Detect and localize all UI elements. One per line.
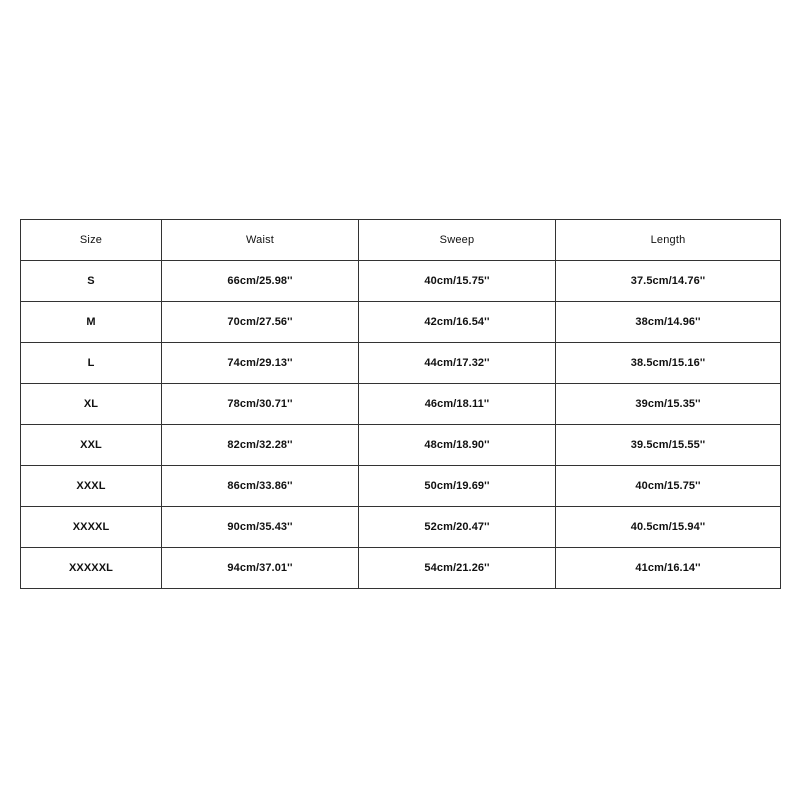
- cell-waist: 66cm/25.98'': [162, 261, 359, 302]
- cell-size: XXXL: [21, 466, 162, 507]
- cell-sweep: 40cm/15.75'': [359, 261, 556, 302]
- table-row: [21, 466, 781, 507]
- cell-sweep: 48cm/18.90'': [359, 425, 556, 466]
- cell-sweep: 46cm/18.11'': [359, 384, 556, 425]
- table-row: [21, 507, 781, 548]
- header-sweep: Sweep: [359, 220, 556, 261]
- size-chart-table: [20, 219, 781, 589]
- cell-size: XXL: [21, 425, 162, 466]
- cell-length: 37.5cm/14.76'': [556, 261, 781, 302]
- cell-size: S: [21, 261, 162, 302]
- cell-size: XL: [21, 384, 162, 425]
- cell-size: L: [21, 343, 162, 384]
- cell-waist: 94cm/37.01'': [162, 548, 359, 589]
- cell-length: 40.5cm/15.94'': [556, 507, 781, 548]
- cell-waist: 86cm/33.86'': [162, 466, 359, 507]
- cell-length: 39cm/15.35'': [556, 384, 781, 425]
- table-row: [21, 302, 781, 343]
- header-length: Length: [556, 220, 781, 261]
- table-header: [21, 220, 781, 261]
- cell-size: M: [21, 302, 162, 343]
- table-row: [21, 261, 781, 302]
- header-waist: Waist: [162, 220, 359, 261]
- cell-sweep: 44cm/17.32'': [359, 343, 556, 384]
- cell-waist: 70cm/27.56'': [162, 302, 359, 343]
- cell-waist: 78cm/30.71'': [162, 384, 359, 425]
- cell-length: 38.5cm/15.16'': [556, 343, 781, 384]
- table-row: [21, 548, 781, 589]
- table-row: [21, 343, 781, 384]
- cell-length: 41cm/16.14'': [556, 548, 781, 589]
- cell-waist: 90cm/35.43'': [162, 507, 359, 548]
- header-row: [21, 220, 781, 261]
- cell-sweep: 52cm/20.47'': [359, 507, 556, 548]
- cell-waist: 82cm/32.28'': [162, 425, 359, 466]
- cell-size: XXXXL: [21, 507, 162, 548]
- table-body: [21, 261, 781, 589]
- cell-sweep: 42cm/16.54'': [359, 302, 556, 343]
- cell-length: 40cm/15.75'': [556, 466, 781, 507]
- cell-length: 38cm/14.96'': [556, 302, 781, 343]
- table-row: [21, 425, 781, 466]
- table-row: [21, 384, 781, 425]
- cell-sweep: 50cm/19.69'': [359, 466, 556, 507]
- header-size: Size: [21, 220, 162, 261]
- cell-length: 39.5cm/15.55'': [556, 425, 781, 466]
- cell-size: XXXXXL: [21, 548, 162, 589]
- cell-waist: 74cm/29.13'': [162, 343, 359, 384]
- cell-sweep: 54cm/21.26'': [359, 548, 556, 589]
